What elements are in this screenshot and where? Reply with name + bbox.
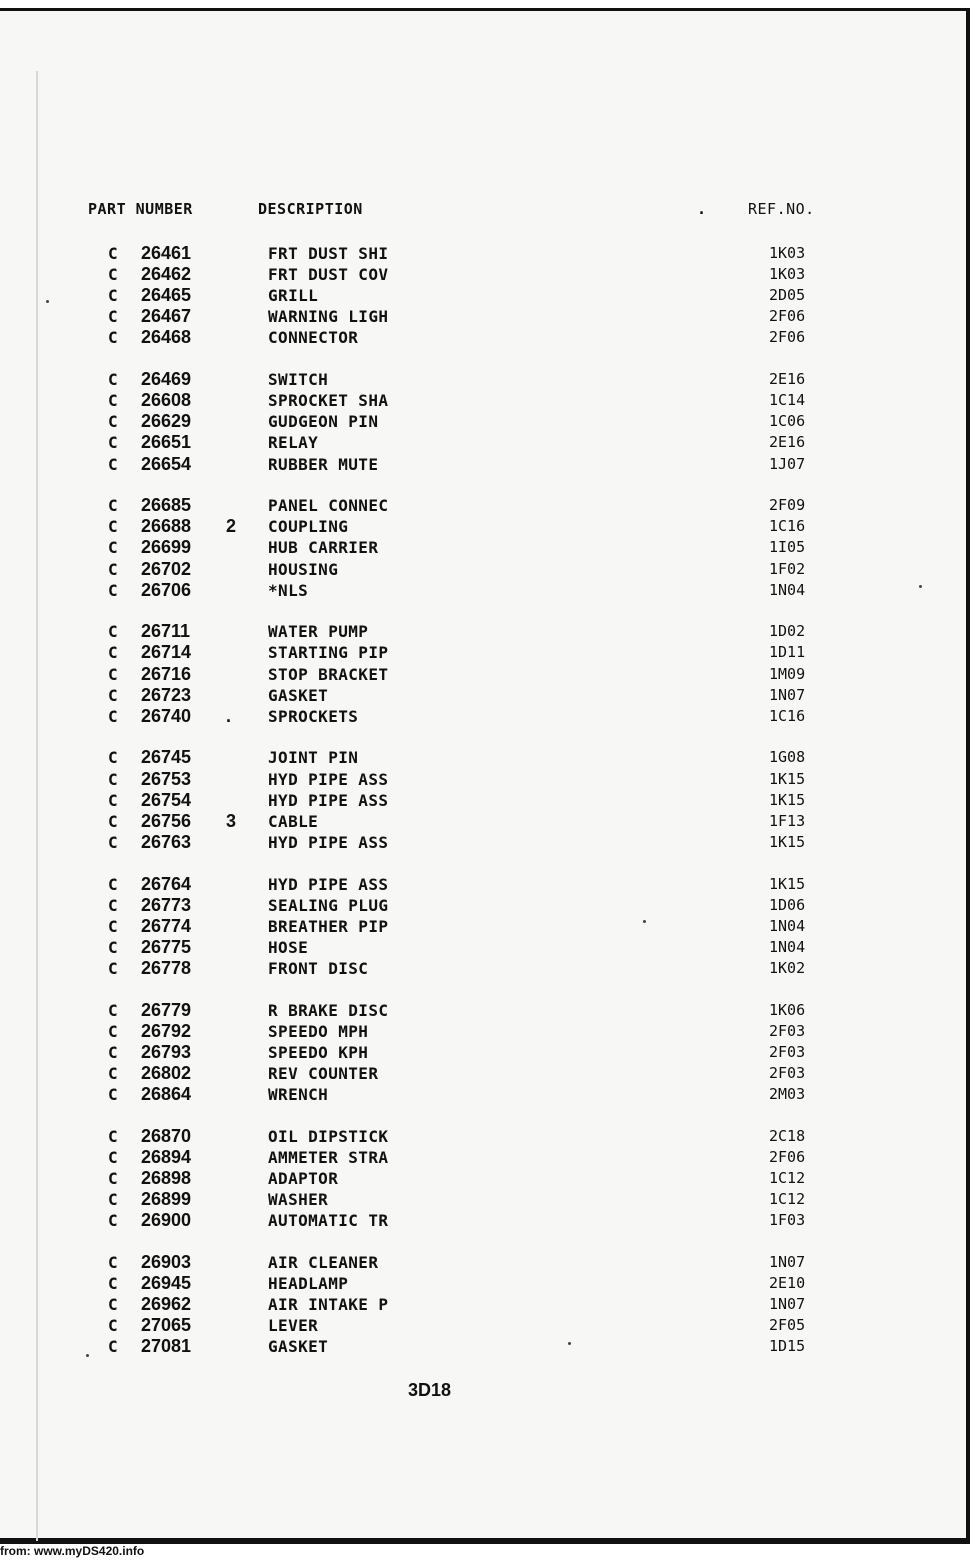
header-description: DESCRIPTION [258,200,363,218]
ref-number: 2E16 [769,370,806,389]
table-row [0,1315,970,1336]
row-code: C [108,244,118,263]
part-description: FRONT DISC [268,958,369,978]
part-description: RELAY [268,433,319,453]
speck [46,300,49,303]
row-note: 3 [226,810,237,831]
table-row [0,1189,970,1210]
row-code: C [108,454,118,474]
part-description: SEALING PLUG [268,895,389,915]
row-code: C [108,1295,118,1314]
row-code: C [108,538,118,558]
ref-number: 1C12 [769,1168,806,1187]
row-code: C [108,1000,118,1020]
ref-number: 1G08 [769,748,806,767]
row-code: C [108,1063,118,1083]
ref-number: 2F03 [769,1042,806,1061]
row-code: C [108,874,118,894]
table-row [0,1273,970,1294]
part-description: PANEL CONNEC [268,496,389,516]
row-code: C [108,328,118,348]
table-row [0,516,970,537]
ref-number: 2E16 [769,433,806,452]
row-code: C [108,685,118,705]
part-description: REV COUNTER [268,1063,379,1083]
header-part-number: PART NUMBER [88,200,193,218]
part-description: ADAPTOR [268,1168,339,1188]
row-code: C [108,412,118,432]
part-description: HYD PIPE ASS [268,790,389,810]
table-row [0,747,970,768]
ref-number: 1N04 [769,916,806,935]
part-number: 26711 [141,621,191,642]
part-number: 27081 [141,1336,192,1357]
table-row [0,1084,970,1105]
row-code: C [108,1085,118,1104]
table-row [0,1126,970,1147]
part-number: 26899 [141,1189,192,1209]
part-description: SPEEDO MPH [268,1021,369,1041]
row-code: C [108,391,118,411]
part-description: WARNING LIGH [268,307,389,327]
table-row [0,811,970,832]
ref-number: 1N04 [769,580,806,599]
ref-number: 2F03 [769,1021,806,1040]
ref-number: 1K03 [769,265,806,284]
part-description: HYD PIPE ASS [268,769,389,789]
part-description: STOP BRACKET [268,664,389,684]
table-row [0,1294,970,1315]
speck [568,1342,571,1345]
part-number: 26962 [141,1294,192,1314]
speck [643,920,646,923]
part-description: COUPLING [268,517,349,537]
table-row [0,243,970,264]
part-number: 26654 [141,453,192,474]
part-number: 26775 [141,936,192,957]
part-number: 26754 [141,789,192,810]
table-row [0,285,970,306]
table-row [0,306,970,327]
ref-number: 2E10 [769,1273,806,1292]
row-code: C [108,496,118,516]
row-code: C [108,1252,118,1272]
part-description: WATER PUMP [268,622,369,642]
ref-number: 1F13 [769,811,806,830]
ref-number: 2C18 [769,1126,806,1145]
ref-number: 1D15 [769,1337,806,1356]
part-number: 26864 [141,1084,192,1104]
row-code: C [108,1042,118,1062]
ref-number: 2F05 [769,1316,806,1335]
part-number: 26764 [141,873,192,894]
part-description: AUTOMATIC TR [268,1211,389,1231]
part-number: 26714 [141,642,192,663]
row-note: . [226,705,232,726]
part-number: 26894 [141,1146,192,1167]
part-description: RUBBER MUTE [268,454,379,474]
part-description: CABLE [268,811,319,831]
part-description: HEADLAMP [268,1273,349,1293]
part-number: 26774 [141,915,192,936]
part-description: OIL DIPSTICK [268,1126,389,1146]
row-code: C [108,1211,118,1231]
table-row [0,1063,970,1084]
table-row [0,937,970,958]
ref-number: 1C12 [769,1190,806,1208]
part-number: 26685 [141,495,192,516]
part-description: STARTING PIP [268,643,389,663]
row-code: C [108,1147,118,1167]
ref-number: 1C06 [769,412,806,431]
part-description: HUB CARRIER [268,538,379,558]
table-row [0,621,970,642]
table-row [0,916,970,937]
part-number: 26903 [141,1251,192,1272]
bleed-through-text [70,1380,550,1520]
part-number: 26773 [141,894,192,915]
part-number: 26465 [141,285,192,306]
part-number: 26468 [141,327,192,348]
ref-number: 1K03 [769,244,806,262]
part-number: 26740 [141,705,192,726]
ref-number: 1C16 [769,706,806,725]
row-code: C [108,1316,118,1336]
row-code: C [108,307,118,327]
row-code: C [108,1337,118,1357]
part-description: HYD PIPE ASS [268,832,389,852]
table-row [0,432,970,453]
part-description: WRENCH [268,1085,329,1104]
part-number: 26756 [141,810,192,831]
part-description: AIR INTAKE P [268,1295,389,1314]
table-row [0,454,970,475]
row-code: C [108,1168,118,1188]
part-number: 26651 [141,432,192,453]
part-description: *NLS [268,580,309,600]
part-number: 26688 [141,516,192,537]
part-number: 26706 [141,579,192,600]
part-number: 26793 [141,1041,192,1062]
table-row [0,1147,970,1168]
part-description: FRT DUST SHI [268,244,389,263]
ref-number: 1D11 [769,643,806,662]
part-description: BREATHER PIP [268,916,389,936]
part-number: 26629 [141,411,192,432]
part-description: SPEEDO KPH [268,1042,369,1062]
part-number: 26723 [141,684,192,705]
ref-number: 1K15 [769,832,806,851]
row-code: C [108,895,118,915]
part-number: 26467 [141,306,192,327]
table-row [0,369,970,390]
table-row [0,580,970,601]
ref-number: 1N07 [769,685,806,704]
row-note: 2 [226,516,237,537]
part-description: GRILL [268,286,319,306]
part-description: LEVER [268,1316,319,1336]
table-row [0,264,970,285]
ref-number: 1K15 [769,874,806,893]
page-number: 3D18 [408,1380,452,1400]
row-code: C [108,517,118,537]
row-code: C [108,1126,118,1146]
part-number: 26779 [141,999,192,1020]
table-row [0,537,970,558]
row-code: C [108,643,118,663]
table-row [0,706,970,727]
part-description: SWITCH [268,370,329,390]
table-row [0,327,970,348]
ref-number: 1K06 [769,1000,806,1019]
part-description: SPROCKET SHA [268,391,389,411]
part-number: 26608 [141,390,192,411]
table-row [0,685,970,706]
row-code: C [108,706,118,726]
ref-number: 2F09 [769,496,806,515]
table-row [0,411,970,432]
table-row [0,1168,970,1189]
part-description: HOUSING [268,559,339,579]
ref-number: 1F03 [769,1211,806,1230]
table-row [0,1042,970,1063]
part-number: 26870 [141,1125,192,1146]
row-code: C [108,1190,118,1209]
part-description: GUDGEON PIN [268,412,379,432]
table-row [0,642,970,663]
row-code: C [108,832,118,852]
part-number: 26792 [141,1020,192,1041]
ref-number: 1M09 [769,664,806,683]
ref-number: 1D02 [769,622,806,641]
row-code: C [108,265,118,285]
speck [919,585,922,588]
table-row [0,1021,970,1042]
row-code: C [108,811,118,831]
table-row [0,390,970,411]
table-row [0,1210,970,1231]
table-row [0,874,970,895]
table-row [0,495,970,516]
speck [86,1354,89,1357]
part-description: AIR CLEANER [268,1252,379,1272]
ref-number: 2F03 [769,1063,806,1082]
part-description: FRT DUST COV [268,265,389,285]
ref-number: 1D06 [769,895,806,914]
part-description: CONNECTOR [268,328,359,348]
ref-number: 1C14 [769,391,806,410]
header-dot: . [697,200,707,218]
part-number: 26716 [141,663,192,684]
row-code: C [108,559,118,579]
ref-number: 1J07 [769,454,806,473]
part-description: GASKET [268,1337,329,1357]
row-code: C [108,286,118,306]
part-number: 26745 [141,747,192,768]
part-number: 26898 [141,1167,192,1188]
row-code: C [108,958,118,978]
part-description: SPROCKETS [268,706,359,726]
part-number: 26900 [141,1210,192,1231]
part-number: 26753 [141,768,192,789]
part-description: HYD PIPE ASS [268,874,389,894]
ref-number: 1N07 [769,1295,806,1313]
table-row [0,958,970,979]
row-code: C [108,748,118,768]
header-ref-no: REF.NO. [748,200,815,218]
part-number: 26469 [141,369,192,390]
part-number: 26945 [141,1272,192,1293]
table-row [0,832,970,853]
row-code: C [108,769,118,789]
part-number: 26462 [141,264,192,285]
table-row [0,895,970,916]
part-number: 26802 [141,1062,192,1083]
part-description: JOINT PIN [268,748,359,768]
row-code: C [108,622,118,642]
part-description: R BRAKE DISC [268,1000,389,1020]
ref-number: 2D05 [769,286,806,305]
ref-number: 1F02 [769,559,806,578]
ref-number: 1C16 [769,517,806,536]
ref-number: 2F06 [769,1147,806,1166]
table-row [0,790,970,811]
row-code: C [108,433,118,453]
part-number: 26778 [141,957,192,978]
table-row [0,1252,970,1273]
part-number: 26461 [141,243,192,263]
part-description: HOSE [268,937,309,957]
table-row [0,1000,970,1021]
row-code: C [108,370,118,390]
row-code: C [108,1273,118,1293]
ref-number: 2M03 [769,1085,806,1103]
row-code: C [108,1021,118,1041]
ref-number: 1K15 [769,790,806,809]
ref-number: 1N04 [769,937,806,956]
ref-number: 1K15 [769,769,806,788]
table-row [0,769,970,790]
part-description: AMMETER STRA [268,1147,389,1167]
part-number: 26763 [141,831,192,852]
part-description: GASKET [268,685,329,705]
ref-number: 1N07 [769,1252,806,1271]
row-code: C [108,790,118,810]
part-number: 27065 [141,1315,192,1336]
part-description: WASHER [268,1190,329,1209]
row-code: C [108,937,118,957]
part-number: 26702 [141,558,192,579]
row-code: C [108,664,118,684]
ref-number: 1K02 [769,958,806,977]
ref-number: 2F06 [769,328,806,347]
footer-credit: from: www.myDS420.info [0,1544,145,1558]
row-code: C [108,580,118,600]
table-row [0,559,970,580]
ref-number: 1I05 [769,538,806,557]
table-row [0,1336,970,1357]
ref-number: 2F06 [769,307,806,326]
part-number: 26699 [141,537,192,558]
row-code: C [108,916,118,936]
table-row [0,664,970,685]
